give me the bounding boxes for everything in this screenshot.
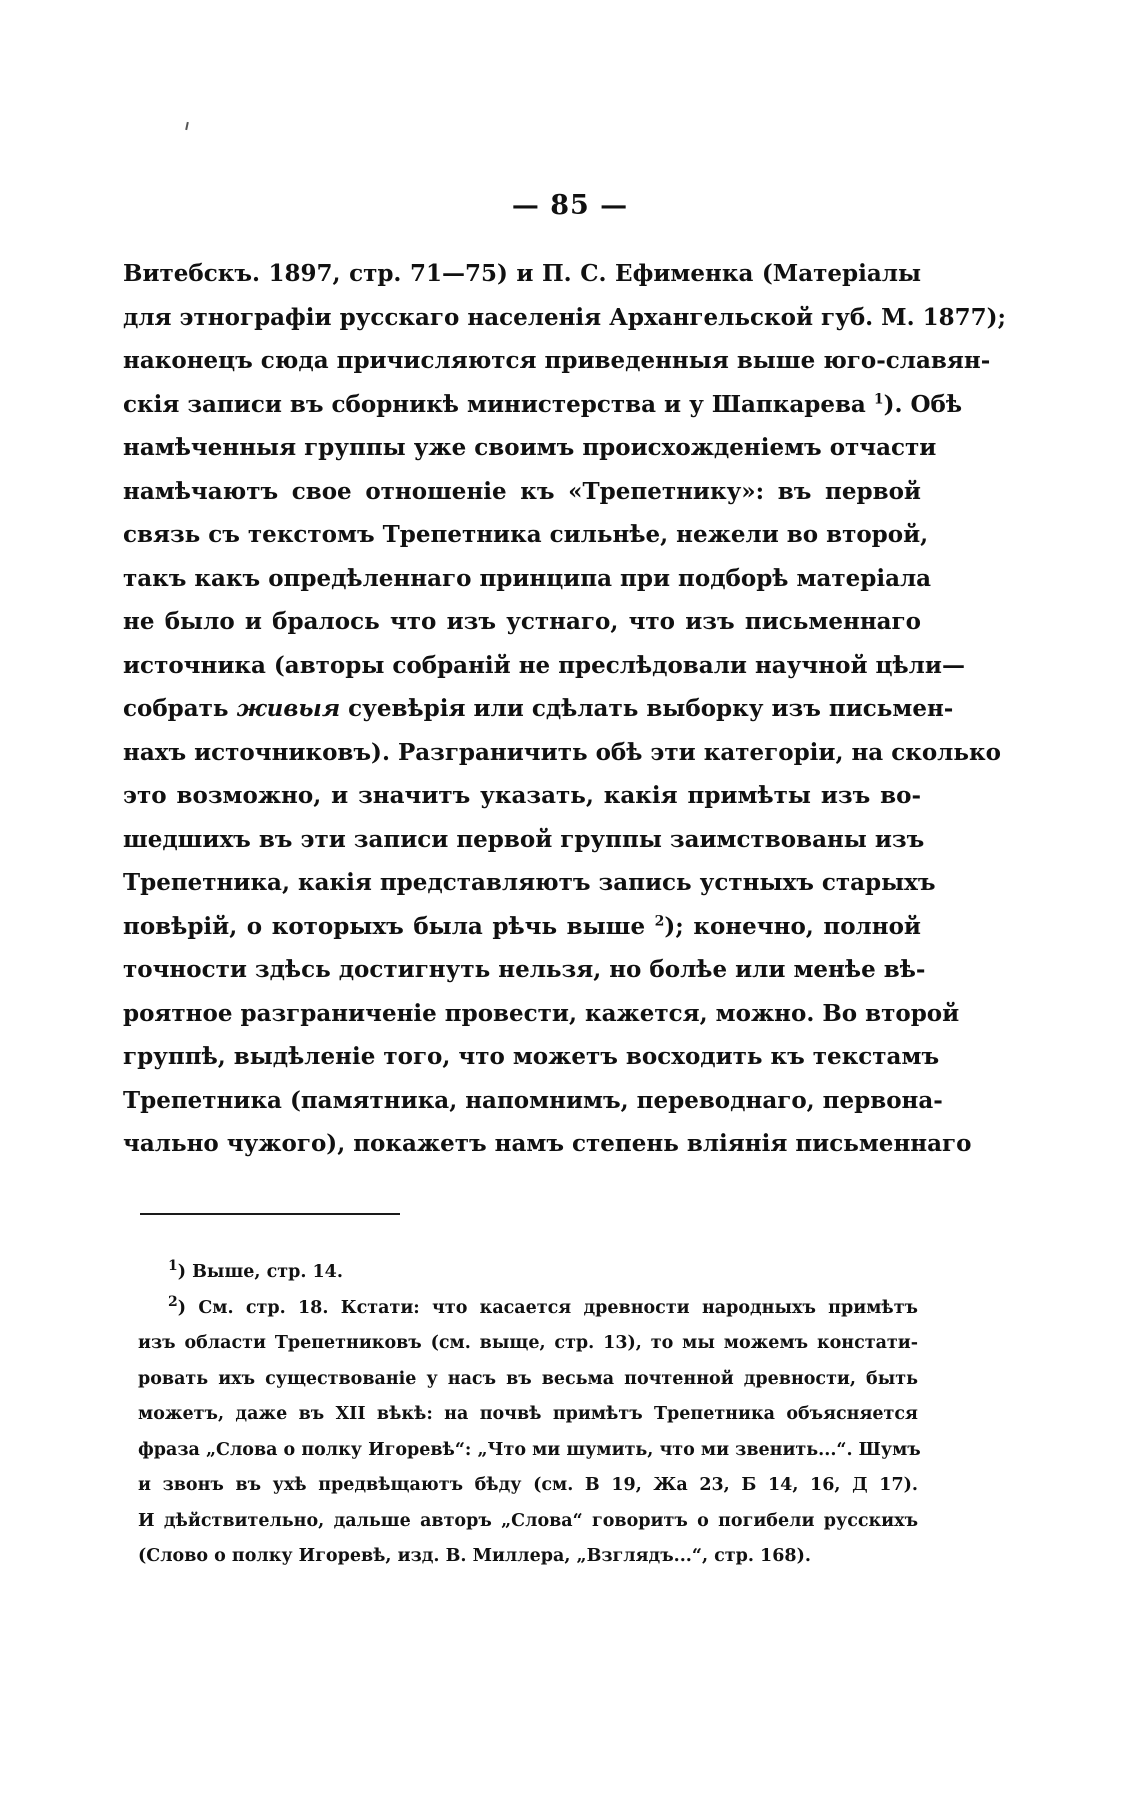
- body-line-text: собрать: [123, 695, 229, 722]
- scan-speck: [185, 122, 189, 130]
- footnote-mark: 1: [168, 1258, 178, 1275]
- body-line: Витебскъ. 1897, стр. 71—75) и П. С. Ефименка (Матеріалы: [123, 260, 921, 287]
- footnote-2: $^2$) См. стр. 18. Кстати: что касается древности народныхъ примѣтъ: [168, 1293, 918, 1318]
- body-line-text: скія записи въ сборникѣ министерства и у Шапкарева: [123, 390, 866, 418]
- body-line-text: повѣрій, о которыхъ была рѣчь выше: [123, 912, 646, 940]
- footnote-line: и звонъ въ ухѣ предвѣщаютъ бѣду (см. В 19, Жа 23, Б 14, 16, Д 17).: [138, 1475, 918, 1495]
- body-line-tail: суевѣрія или сдѣлать выборку изъ письмен-: [348, 695, 954, 722]
- body-line: точности здѣсь достигнуть нельзя, но болѣе или менѣе вѣ-: [123, 956, 926, 983]
- body-line: [123, 687, 954, 731]
- footnote-text: Выше, стр. 14.: [192, 1262, 343, 1282]
- body-line: такъ какъ опредѣленнаго принципа при подборѣ матеріала: [123, 564, 932, 592]
- footnote-line: можетъ, даже въ XII вѣкѣ: на почвѣ примѣтъ Трепетника объясняется: [138, 1404, 918, 1424]
- footnotes: [138, 1255, 921, 1575]
- body-line: шедшихъ въ эти записи первой группы заимствованы изъ: [123, 825, 925, 853]
- page-number: — 85 —: [511, 190, 629, 221]
- body-line: это возможно, и значитъ указать, какія примѣты изъ во-: [123, 782, 921, 809]
- body-line: роятное разграниченіе провести, кажется, можно. Во второй: [123, 999, 960, 1027]
- body-line: намѣчаютъ свое отношеніе къ «Трепетнику»: въ первой: [123, 477, 921, 505]
- footnote-ref-1[interactable]: 1: [873, 390, 884, 407]
- footnote-1: $^1$) Выше, стр. 14.: [168, 1258, 343, 1282]
- body-text: [123, 252, 1007, 1166]
- footnote-line: И дѣйствительно, дальше авторъ „Слова“ говоритъ о погибели русскихъ: [138, 1510, 918, 1531]
- body-line: Трепетника, какія представляютъ запись устныхъ старыхъ: [123, 869, 936, 896]
- footnote-line: (Слово о полку Игоревѣ, изд. В. Миллера, „Взглядъ...“, стр. 168).: [138, 1546, 811, 1566]
- body-line: наконецъ сюда причисляются приведенныя выше юго-славян-: [123, 347, 991, 374]
- body-line-tail: ). Обѣ: [883, 390, 963, 418]
- footnote-line: изъ области Трепетниковъ (см. выще, стр. 13), то мы можемъ констати-: [138, 1333, 918, 1353]
- footnote-mark: 2: [168, 1293, 178, 1310]
- body-line: связь съ текстомъ Трепетника сильнѣе, нежели во второй,: [123, 521, 929, 548]
- body-line: группѣ, выдѣленіе того, что можетъ восходить къ текстамъ: [123, 1043, 940, 1070]
- body-line: намѣченныя группы уже своимъ происхожденіемъ отчасти: [123, 434, 937, 461]
- body-line: Трепетника (памятника, напомнимъ, переводнаго, первона-: [123, 1086, 943, 1114]
- body-line: [123, 905, 921, 949]
- body-line: для этнографіи русскаго населенія Архангельской губ. М. 1877);: [123, 303, 1007, 331]
- footnote-divider: [140, 1213, 400, 1215]
- body-line: не было и бралось что изъ устнаго, что изъ письменнаго: [123, 608, 921, 635]
- footnote-text: См. стр. 18. Кстати: что касается древности народныхъ примѣтъ: [198, 1297, 918, 1318]
- body-line: нахъ источниковъ). Разграничить обѣ эти категоріи, на сколько: [123, 738, 1001, 766]
- footnote-line: ровать ихъ существованіе у насъ въ весьма почтенной древности, быть: [138, 1368, 918, 1389]
- body-line-tail: ); конечно, полной: [664, 912, 921, 940]
- footnote-line: фраза „Слова о полку Игоревѣ“: „Что ми шумить, что ми звенить...“. Шумъ: [138, 1439, 921, 1460]
- body-line: чально чужого), покажетъ намъ степень вліянія письменнаго: [123, 1130, 972, 1157]
- body-line: [123, 383, 963, 427]
- footnote-ref-2[interactable]: 2: [654, 912, 665, 929]
- body-line: источника (авторы собраній не преслѣдовали научной цѣли—: [123, 651, 965, 679]
- italic-word: живыя: [236, 695, 341, 722]
